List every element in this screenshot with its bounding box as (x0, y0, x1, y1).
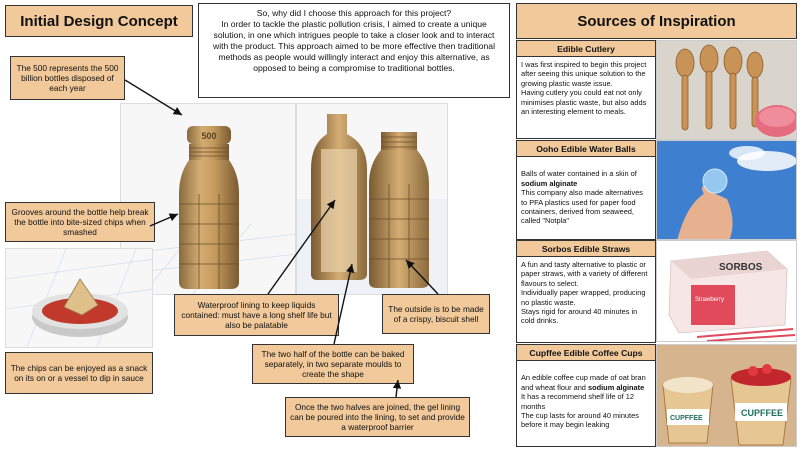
inspiration-heading-cupffee: Cupffee Edible Coffee Cups (516, 344, 656, 361)
note-chips: The chips can be enjoyed as a snack on its on or a vessel to dip in sauce (5, 352, 153, 394)
note-lining: Waterproof lining to keep liquids contained: must have a long shelf life but also be palatable (174, 294, 339, 336)
inspiration-text-sorbos: A fun and tasty alternative to plastic or paper straws, with a variety of different flavours to select. Individually paper wrapped, producing no plastic waste. Stays rigid for around 40 minutes in cold drinks. (516, 257, 656, 343)
chips-render (6, 249, 153, 348)
sorbos-brand-text: SORBOS (719, 262, 763, 273)
note-grooves: Grooves around the bottle help break the bottle into bite-sized chips when smashed (5, 202, 155, 242)
edible-cutlery-photo (656, 40, 797, 140)
right-title: Sources of Inspiration (516, 3, 797, 39)
ooho-text-b: This company also made alternatives to PFA plastics used for paper food containers, derived from seaweed, called "Notpla" (521, 188, 644, 226)
inspiration-heading-sorbos: Sorbos Edible Straws (516, 240, 656, 257)
inspiration-text-cupffee (516, 361, 656, 447)
sorbos-straws-photo (656, 240, 797, 342)
ooho-water-ball-photo (656, 140, 797, 240)
left-title: Initial Design Concept (5, 5, 193, 37)
cupffee-text-b: It has a recommend shelf life of 12 months The cup lasts for around 40 minutes before it may begin leaking (521, 392, 639, 430)
note-halves: The two half of the bottle can be baked separately, in two separate moulds to create the shape (252, 344, 414, 384)
chips-render-panel (5, 248, 153, 348)
cupffee-cups-photo (656, 344, 797, 447)
note-joined: Once the two halves are joined, the gel lining can be poured into the lining, to set and provide a waterproof barrier (285, 397, 470, 437)
cupffee-brand-text-right: CUPFFEE (741, 408, 784, 418)
cupffee-text-bold: sodium alginate (587, 382, 645, 392)
inspiration-heading-cutlery: Edible Cutlery (516, 40, 656, 57)
sorbos-flavour-text: Strawberry (695, 297, 725, 303)
cupffee-text-a: An edible coffee cup made of oat bran and wheat flour and (521, 373, 646, 392)
cap-number: 500 (201, 131, 217, 141)
ooho-text-bold: sodium alginate (521, 178, 578, 188)
note-500-meaning: The 500 represents the 500 billion bottles disposed of each year (10, 56, 125, 100)
split-bottle-render (297, 104, 448, 295)
inspiration-heading-ooho: Ooho Edible Water Balls (516, 140, 656, 157)
split-bottle-render-panel (296, 103, 448, 295)
inspiration-text-cutlery: I was first inspired to begin this project after seeing this unique solution to the growing plastic waste issue. Having cutlery you could eat not only minimises plastic waste, but also adds an interesting element to meals. (516, 57, 656, 139)
intro-text: So, why did I choose this approach for this project? In order to tackle the plastic pollution crisis, I aimed to create a unique solution, in one which intrigues people to take a closer look and to interact with the product. This approach aimed to be more effective then traditional methods as people would willingly interact and enjoy this alternative, as opposed to being a compromise to traditional bottles. (198, 3, 510, 98)
ooho-text-a: Balls of water contained in a skin of (521, 169, 637, 179)
inspiration-text-ooho (516, 157, 656, 240)
cupffee-brand-text-left: CUPFFEE (670, 415, 703, 422)
note-outside: The outside is to be made of a crispy, biscuit shell (382, 294, 490, 334)
